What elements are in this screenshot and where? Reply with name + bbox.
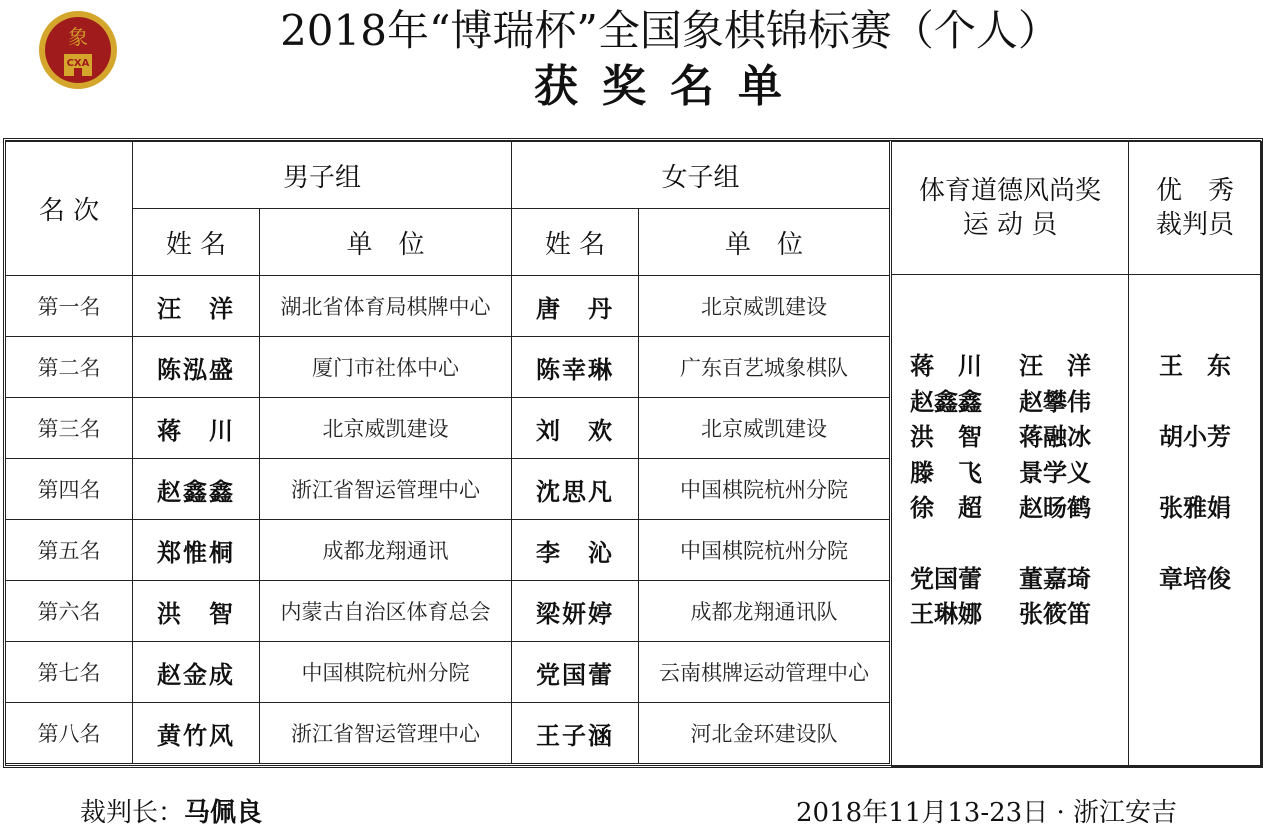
men-unit-cell: 内蒙古自治区体育总会: [260, 581, 512, 642]
table-row: [6, 581, 890, 642]
table-row: [6, 398, 890, 459]
table-row: [6, 459, 890, 520]
table-row: [6, 337, 890, 398]
men-name-cell: 黄竹风: [133, 703, 260, 764]
col-rank-header: 名 次: [6, 142, 133, 276]
women-name-cell: 陈幸琳: [512, 337, 639, 398]
women-name-cell: 王子涵: [512, 703, 639, 764]
rank-cell: 第七名: [6, 642, 133, 703]
list-item: 王 东: [1159, 352, 1231, 380]
women-group-header: 女子组: [512, 142, 890, 209]
women-name-cell: 刘 欢: [512, 398, 639, 459]
list-item: 王琳娜 张筱笛: [910, 600, 1091, 628]
men-name-cell: 郑惟桐: [133, 520, 260, 581]
results-table: [5, 141, 890, 764]
men-name-cell: 蒋 川: [133, 398, 260, 459]
table-row: [6, 703, 890, 764]
women-unit-cell: 广东百艺城象棋队: [639, 337, 890, 398]
sportsmanship-header: 体育道德风尚奖 运 动 员: [892, 142, 1129, 275]
rank-cell: 第二名: [6, 337, 133, 398]
men-unit-cell: 中国棋院杭州分院: [260, 642, 512, 703]
men-name-cell: 汪 洋: [133, 276, 260, 337]
men-unit-header: 单 位: [260, 209, 512, 276]
table-row: [6, 276, 890, 337]
chief-label: 裁判长：: [80, 798, 185, 828]
women-unit-header: 单 位: [639, 209, 890, 276]
table-row: [6, 520, 890, 581]
list-item: 张雅娟: [1159, 494, 1231, 522]
list-item: 徐 超 赵旸鹤: [910, 494, 1091, 522]
rank-cell: 第六名: [6, 581, 133, 642]
men-name-cell: 赵鑫鑫: [133, 459, 260, 520]
women-name-header: 姓 名: [512, 209, 639, 276]
referee-list: [1129, 275, 1262, 767]
women-unit-cell: 中国棋院杭州分院: [639, 520, 890, 581]
page-subtitle: 获奖名单: [534, 61, 806, 112]
list-item: 蒋 川 汪 洋: [910, 352, 1091, 380]
women-name-cell: 党国蕾: [512, 642, 639, 703]
men-unit-cell: 成都龙翔通讯: [260, 520, 512, 581]
women-name-cell: 沈思凡: [512, 459, 639, 520]
svg-text:象: 象: [68, 25, 88, 49]
list-item: 章培俊: [1159, 565, 1231, 593]
table-row: [6, 642, 890, 703]
men-unit-cell: 厦门市社体中心: [260, 337, 512, 398]
chief-referee: [80, 792, 262, 829]
women-name-cell: 李 沁: [512, 520, 639, 581]
men-name-cell: 陈泓盛: [133, 337, 260, 398]
women-unit-cell: 北京威凯建设: [639, 398, 890, 459]
page-title: 2018年“博瑞杯”全国象棋锦标赛（个人）: [280, 6, 1060, 55]
men-unit-cell: 湖北省体育局棋牌中心: [260, 276, 512, 337]
women-unit-cell: 北京威凯建设: [639, 276, 890, 337]
men-name-header: 姓 名: [133, 209, 260, 276]
women-unit-cell: 成都龙翔通讯队: [639, 581, 890, 642]
rank-cell: 第五名: [6, 520, 133, 581]
list-item: 赵鑫鑫 赵攀伟: [910, 387, 1091, 416]
men-unit-cell: 浙江省智运管理中心: [260, 703, 512, 764]
rank-cell: 第一名: [6, 276, 133, 337]
list-item: 胡小芳: [1159, 423, 1231, 451]
date-place: 2018年11月13-23日 · 浙江安吉: [796, 798, 1177, 828]
women-unit-cell: 中国棋院杭州分院: [639, 459, 890, 520]
women-name-cell: 唐 丹: [512, 276, 639, 337]
sportsmanship-list: [892, 275, 1129, 767]
rank-cell: 第三名: [6, 398, 133, 459]
rank-cell: 第四名: [6, 459, 133, 520]
women-unit-cell: 云南棋牌运动管理中心: [639, 642, 890, 703]
referee-header: 优 秀 裁判员: [1129, 142, 1262, 275]
women-unit-cell: 河北金环建设队: [639, 703, 890, 764]
men-unit-cell: 浙江省智运管理中心: [260, 459, 512, 520]
rank-cell: 第八名: [6, 703, 133, 764]
women-name-cell: 梁妍婷: [512, 581, 639, 642]
men-name-cell: 赵金成: [133, 642, 260, 703]
awards-side-table: [891, 141, 1262, 767]
men-name-cell: 洪 智: [133, 581, 260, 642]
cxa-logo-icon: [38, 10, 118, 90]
svg-text:CXA: CXA: [66, 58, 90, 69]
list-item: 洪 智 蒋融冰: [910, 423, 1091, 451]
men-unit-cell: 北京威凯建设: [260, 398, 512, 459]
list-item: 滕 飞 景学义: [910, 458, 1091, 487]
men-group-header: 男子组: [133, 142, 512, 209]
list-item: 党国蕾 董嘉琦: [910, 564, 1091, 593]
chief-name: 马佩良: [184, 798, 263, 828]
